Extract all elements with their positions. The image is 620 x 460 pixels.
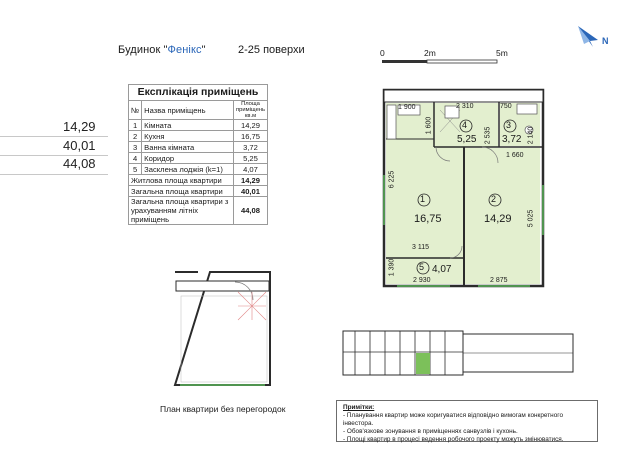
col-name-header: Назва приміщень: [142, 101, 234, 120]
table-row-total-summer: Загальна площа квартири з урахуванням літніх приміщень 44,08: [129, 197, 268, 225]
floor-keyplan: [343, 331, 573, 375]
room-2-number: 2: [491, 194, 497, 204]
room-1-area: 16,75: [414, 213, 442, 225]
dim-2535: 2 535: [484, 126, 492, 145]
table-row-living: Житлова площа квартири 14,29: [129, 175, 268, 186]
room-3-area: 3,72: [502, 134, 522, 145]
side-total-area: 40,01: [63, 138, 96, 153]
room-1-number: 1: [420, 194, 426, 204]
dim-2310: 2 310: [456, 103, 474, 110]
room-4-number: 4: [462, 120, 468, 130]
scale-label-0: 0: [380, 48, 385, 58]
dim-2140: 2 140: [527, 126, 535, 145]
building-title: Будинок "Фенікс": [118, 44, 206, 56]
room-3-number: 3: [506, 120, 512, 130]
note-line: - Площі квартир в процесі ведення робочого проекту можуть змінюватися.: [343, 436, 564, 443]
room-4-area: 5,25: [457, 134, 477, 145]
dim-750: 750: [500, 103, 512, 110]
compass-letter: N: [602, 36, 609, 46]
table-row: 3 Ванна кімната 3,72: [129, 142, 268, 153]
dim-2875: 2 875: [490, 277, 508, 284]
floors-label: 2-25 поверхи: [238, 44, 305, 56]
scale-label-2m: 2m: [424, 48, 436, 58]
room-5-number: 5: [419, 262, 425, 272]
table-row: 5 Засклена лоджія (k=1) 4,07: [129, 164, 268, 175]
plan-caption: План квартири без перегородок: [160, 404, 286, 414]
side-total-summer: 44,08: [63, 156, 96, 171]
plan-without-partitions: [175, 272, 270, 385]
table-row: 2 Кухня 16,75: [129, 131, 268, 142]
table-caption: Експлікація приміщень: [129, 85, 268, 101]
dim-5025: 5 025: [527, 209, 535, 228]
room-5-area: 4,07: [432, 264, 452, 275]
table-row: 1 Кімната 14,29: [129, 120, 268, 131]
dim-1660: 1 660: [506, 152, 524, 159]
side-total-living: 14,29: [63, 119, 96, 134]
dim-1900: 1 900: [398, 104, 416, 111]
dim-1600: 1 600: [425, 116, 433, 135]
dim-1390: 1 390: [388, 258, 396, 277]
notes-heading: Примітки:: [343, 404, 375, 411]
note-line: - Обов'язкове зонування в приміщеннях санвузлів і кухонь.: [343, 428, 518, 435]
col-area-header: Площа приміщень кв.м: [233, 101, 267, 120]
dim-6225: 6 225: [388, 170, 396, 189]
table-row: 4 Коридор 5,25: [129, 153, 268, 164]
col-num-header: №: [129, 101, 142, 120]
scale-label-5m: 5m: [496, 48, 508, 58]
dim-3115: 3 115: [412, 244, 429, 251]
scale-bar: [382, 60, 497, 63]
table-row-total: Загальна площа квартири 40,01: [129, 186, 268, 197]
building-name: Фенікс: [167, 44, 202, 56]
note-line: - Планування квартир може коригуватися відповідно вимогам конкретного інвестора.: [343, 412, 563, 427]
compass-icon: [578, 26, 598, 47]
notes-box: [336, 400, 598, 442]
dim-2930: 2 930: [413, 277, 431, 284]
room-2-area: 14,29: [484, 213, 512, 225]
